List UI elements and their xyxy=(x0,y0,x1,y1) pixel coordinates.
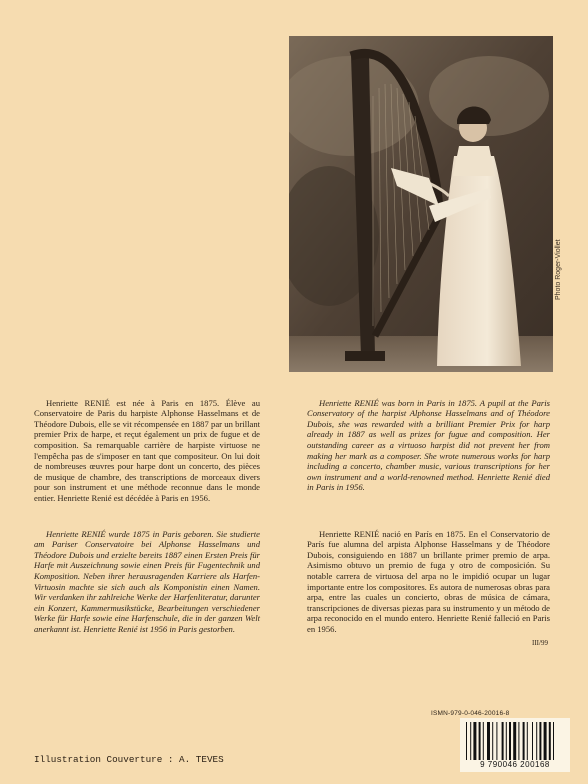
photo-credit: Photo Roger-Viollet xyxy=(555,239,562,300)
harpist-photo xyxy=(289,36,553,372)
french-biography: Henriette RENIÉ est née à Paris en 1875. Élève au Conservatoire de Paris du harpiste Alphonse Hasselmans et de Théodore Dubois, elle se vit récompensée en 1887 par un brillant premier Prix de harpe, et reçut également un prix de fugue et de composition. Sa remarquable carrière de harpiste virtuose ne l'empêcha pas de s'imposer en tant que compositeur. On lui doit de nombreuses œuvres pour harpe dont un concerto, des pièces de musique de chambre, des transcriptions de morceaux divers pour son instrument et une méthode reconnue dans le monde entier. Henriette Renié est décédée à Paris en 1956. xyxy=(34,397,260,503)
ismn-number: ISMN-979-0-046-20016-8 xyxy=(431,710,510,717)
edition-code: III/99 xyxy=(532,639,548,647)
english-biography: Henriette RENIÉ was born in Paris in 1875. A pupil at the Paris Conservatory of the harpist Alphonse Hasselmans and of Théodore Dubois, she was rewarded with a brilliant Premier Prix for harp already in 1887 as well as prizes for fugue and composition. Her outstanding career as a virtuoso harpist did not prevent her from making her mark as a composer. She wrote numerous works for harp including a concerto, chamber music, various transcriptions for her own instrument and a world-renowned method. Henriette Renié died in Paris in 1956. xyxy=(307,397,550,493)
barcode-digits: 9 790046 200168 xyxy=(460,760,570,769)
german-biography: Henriette RENIÉ wurde 1875 in Paris geboren. Sie studierte am Pariser Conservatoire bei Alphonse Hasselmans und Théodore Dubois und erzielte bereits 1887 einen Ersten Preis für Harfe mit Auszeichnung sowie einen Preis für Fugentechnik und Komposition. Neben ihrer herausragenden Karriere als Harfen-Virtuosin machte sie sich auch als Komponistin einen Namen. Wir verdanken ihr zahlreiche Werke der Harfenliteratur, darunter ein Konzert, Kammermusikstücke, Bearbeitungen verschiedener Werke für Harfe sowie eine Harfenschule, die in der ganzen Welt anerkannt ist. Henriette Renié ist 1956 in Paris gestorben. xyxy=(34,528,260,634)
illustration-credit: Illustration Couverture : A. TEVES xyxy=(34,754,224,765)
spanish-biography: Henriette RENIÉ nació en París en 1875. En el Conservatorio de París fue alumna del arpista Alphonse Hasselmans y de Théodore Dubois, consiguiendo en 1887 un brillante primer premio de arpa. Asimismo obtuvo un premio de fuga y otro de composición. Su notable carrera de virtuosa del arpa no le impidió ocupar un lugar importante entre los compositores. Es autora de numerosas obras para arpa, entre las cuales un concierto, obras de música de cámara, transcripciones de diversas piezas para su instrumento y un método de arpa reconocido en el mundo entero. Henriette Renié falleció en Paris en 1956. xyxy=(307,528,550,634)
